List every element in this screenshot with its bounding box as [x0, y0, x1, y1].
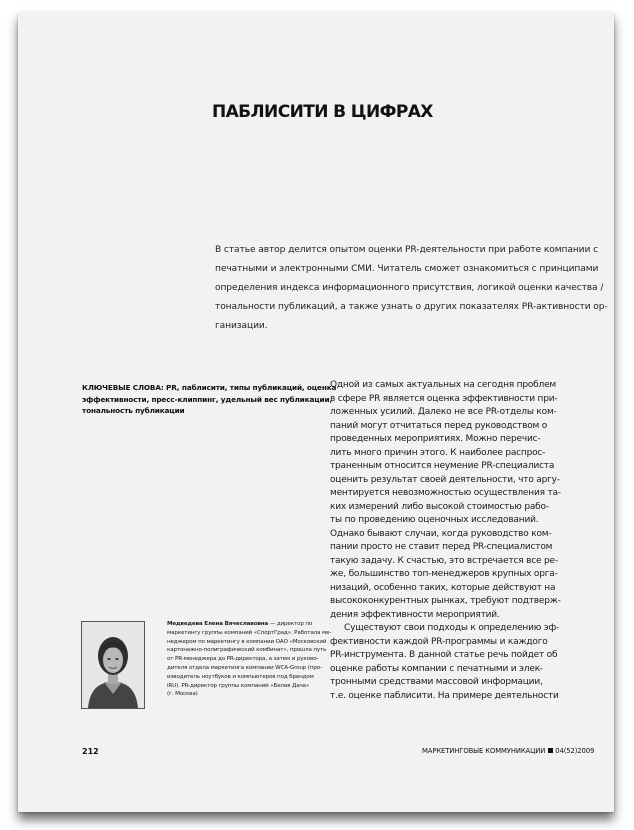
author-bio-line: изводитель ноутбуков и компьютеров под брендом [167, 673, 314, 680]
body-line: Существуют свои подходы к определению эф- [344, 623, 560, 633]
author-name: Медведева Елена Вячеславовна [167, 621, 269, 627]
body-line: PR-инструмента. В данной статье речь пойдет об [330, 650, 558, 660]
body-line: фективности каждой PR-программы и каждого [330, 636, 548, 647]
body-line: в сфере PR является оценка эффективности при- [330, 393, 558, 404]
body-line: ментируется невозможностью осуществления та- [330, 488, 561, 498]
body-line: паний могут отчитаться перед руководством о [330, 420, 548, 431]
body-line: дения эффективности мероприятий. [330, 609, 500, 620]
page-number: 212 [82, 747, 99, 756]
lead-line: В статье автор делится опытом оценки PR-деятельности при работе компании с [215, 245, 598, 255]
lead-line: определения индекса информационного присутствия, логикой оценки качества / [215, 283, 604, 293]
journal-footer [422, 747, 594, 755]
issue-number: 04(52)2009 [555, 747, 595, 755]
keywords-line: эффективности, пресс-клиппинг, удельный вес публикации, [82, 394, 333, 404]
body-line: ложенных усилий. Далеко не все PR-отделы ком- [330, 407, 557, 417]
body-line: оценке работы компании с печатными и элек- [330, 663, 543, 674]
body-line: пании просто не ставит перед PR-специалистом [330, 542, 553, 552]
body-line: оценить результат своей деятельности, что аргу- [330, 474, 560, 485]
article-body [330, 379, 600, 703]
body-line: тронными средствами массовой информации, [330, 677, 543, 687]
body-line: ких измерений либо высокой стоимостью рабо- [330, 501, 549, 512]
square-bullet-icon [548, 748, 553, 753]
author-bio-line: неджером по маркетингу в компании ОАО «Московский [167, 638, 327, 645]
author-bio-line: от PR-менеджера до PR-директора, а затем и руково- [167, 656, 319, 663]
magazine-page [18, 12, 614, 812]
keywords-block [82, 382, 347, 417]
body-line: низаций, особенно таких, которые действуют на [330, 582, 556, 593]
article-lead [215, 241, 608, 336]
keywords-line: КЛЮЧЕВЫЕ СЛОВА: PR, паблисити, типы публикаций, оценка [82, 383, 337, 392]
author-bio-line: (г. Москва) [167, 691, 198, 698]
lead-line: тональности публикаций, а также узнать о других показателях PR-активности ор- [215, 302, 608, 312]
author-bio-line: iRU). PR-директор группы компаний «Белая Дача» [167, 682, 310, 689]
article-title: ПАБЛИСИТИ В ЦИФРАХ [212, 102, 433, 122]
author-bio [167, 620, 332, 699]
body-line: высококонкурентных рынках, требуют подтверж- [330, 596, 561, 606]
author-portrait-image [82, 622, 144, 708]
body-line: такую задачу. К счастью, это встречается все ре- [330, 555, 558, 566]
body-line: т.е. оценке паблисити. На примере деятельности [330, 690, 559, 701]
lead-line: ганизации. [215, 321, 268, 331]
author-photo [81, 621, 145, 709]
author-bio-line: дителя отдела маркетинга компании WCA-Group (про- [167, 664, 322, 671]
journal-name: МАРКЕТИНГОВЫЕ КОММУНИКАЦИИ [422, 747, 546, 755]
body-line: лить много причин этого. К наиболее распрос- [330, 447, 546, 458]
body-line: ты по проведению оценочных исследований. [330, 515, 539, 525]
lead-line: печатными и электронными СМИ. Читатель сможет ознакомиться с принципами [215, 264, 599, 274]
author-bio-line: маркетингу группы компаний «СпортГрад». Работала ме- [167, 629, 332, 636]
body-line: Одной из самых актуальных на сегодня проблем [330, 380, 557, 390]
author-bio-text: — директор по [268, 621, 313, 627]
body-line: проведенных мероприятиях. Можно перечис- [330, 434, 541, 444]
author-bio-line [167, 620, 327, 629]
author-bio-line: картонажно-полиграфический комбинат», прошла путь [167, 647, 327, 654]
body-line: же, большинство топ-менеджеров крупных орга- [330, 569, 558, 579]
keywords-line: тональность публикации [82, 406, 185, 415]
body-line: траненным относится неумение PR-специалиста [330, 461, 555, 471]
body-line: Однако бывают случаи, когда руководство ком- [330, 528, 552, 539]
